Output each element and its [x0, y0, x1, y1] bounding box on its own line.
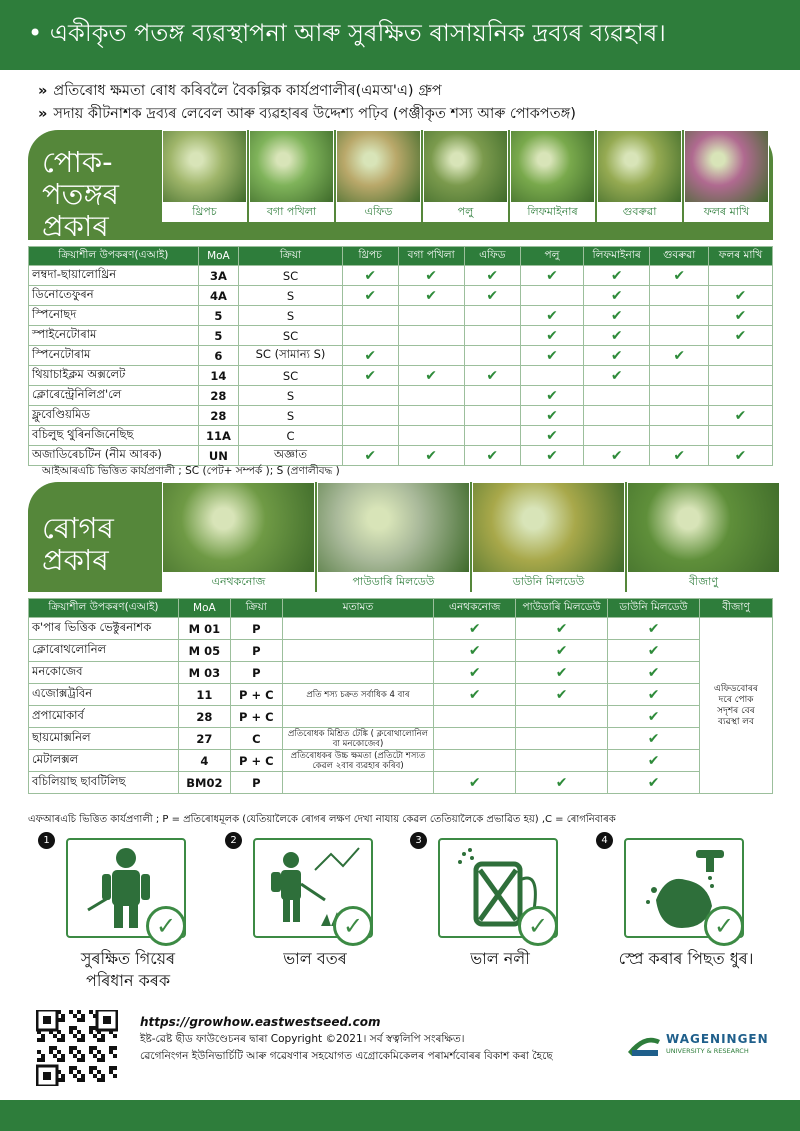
check-icon: ✔ [584, 446, 650, 466]
moa-value: 28 [178, 706, 230, 728]
moa-value: 4A [198, 286, 239, 306]
insect-photo [249, 130, 334, 222]
insect-photo-image [598, 131, 681, 202]
step-label: স্প্ৰে কৰাৰ পিছত ধুৰ। [618, 949, 754, 968]
disease-photo-image [628, 483, 779, 572]
intro-line-1: » প্ৰতিৰোধ ক্ষমতা ৰোধ কৰিবলৈ বৈকল্পিক কাৰ্যপ্ৰণালীৰ(এমঅ'এ) গ্ৰুপ [38, 83, 442, 99]
step-label: ভাল বতৰ [283, 949, 347, 968]
remark-cell [282, 662, 434, 684]
check-icon: ✔ [584, 346, 650, 366]
empty-cell [709, 366, 773, 386]
moa-value: 28 [198, 386, 239, 406]
column-header: ক্ৰিয়া [230, 599, 282, 618]
table-row [29, 426, 773, 446]
check-icon: ✔ [434, 772, 516, 794]
empty-cell [434, 728, 516, 750]
insect-chemical-table [28, 246, 773, 466]
empty-cell [650, 326, 709, 346]
empty-cell [464, 386, 520, 406]
insect-photo-image [424, 131, 507, 202]
check-icon: ✔ [464, 366, 520, 386]
empty-cell [342, 406, 398, 426]
protective-suit-icon [66, 838, 186, 938]
action-value: P + C [230, 684, 282, 706]
check-icon: ✔ [342, 266, 398, 286]
empty-cell [650, 426, 709, 446]
step-number: 4 [596, 832, 613, 849]
empty-cell [516, 706, 608, 728]
page-title: • একীকৃত পতঙ্গ ব্যৱস্থাপনা আৰু সুৰক্ষিত ৰাসায়নিক দ্ৰব্যৰ ব্যৱহাৰ। [0, 0, 800, 70]
action-value: S [239, 306, 343, 326]
table-row [29, 366, 773, 386]
empty-cell [650, 286, 709, 306]
action-value: SC [239, 326, 343, 346]
table-row [29, 662, 773, 684]
empty-cell [709, 386, 773, 406]
insects-band-title: পোক-পতঙ্গৰ প্ৰকাৰ [42, 145, 120, 243]
insect-photo [510, 130, 595, 222]
insect-photo [684, 130, 769, 222]
active-ingredient: মনকোজেব [29, 662, 179, 684]
active-ingredient: বচিলিয়াছ ছাবটিলিছ [29, 772, 179, 794]
insect-photo [423, 130, 508, 222]
active-ingredient: ক্লোৰেন্ট্ৰেনিলিপ্ৰ'লে [29, 386, 199, 406]
step-number: 2 [225, 832, 242, 849]
remark-cell [282, 640, 434, 662]
sprayer-weather-icon [253, 838, 373, 938]
table-row [29, 618, 773, 640]
remark-cell: প্ৰতিৰোধক মিশ্ৰিত টেঙ্কি ( ক্লৰোথালোনিল বা মনকোজেব) [282, 728, 434, 750]
column-header: ক্ৰিয়াশীল উপকৰণ(এআই) [29, 247, 199, 266]
check-icon: ✔ [709, 286, 773, 306]
empty-cell [584, 426, 650, 446]
insect-photo-label: থ্ৰিপচ [163, 202, 246, 221]
empty-cell [398, 326, 464, 346]
check-icon: ✔ [608, 772, 700, 794]
disease-photo-label: পাউডাৰি মিলডেউ [318, 572, 469, 591]
moa-value: 11 [178, 684, 230, 706]
step-number: 3 [410, 832, 427, 849]
empty-cell [650, 306, 709, 326]
action-value: S [239, 286, 343, 306]
action-value: SC [239, 266, 343, 286]
active-ingredient: বচিলুছ থুৰিনজিনেছিছ [29, 426, 199, 446]
column-header: ডাউনি মিলডেউ [608, 599, 700, 618]
moa-value: 6 [198, 346, 239, 366]
check-icon: ✔ [434, 684, 516, 706]
disease-photo-image [318, 483, 469, 572]
check-icon: ✔ [520, 446, 583, 466]
insect-photo-label: লিফমাইনাৰ [511, 202, 594, 221]
insect-photo-label: এফিড [337, 202, 420, 221]
empty-cell [709, 346, 773, 366]
check-badge-icon: ✓ [704, 906, 744, 946]
empty-cell [398, 306, 464, 326]
check-icon: ✔ [464, 446, 520, 466]
check-badge-icon: ✓ [146, 906, 186, 946]
disease-photo [317, 482, 470, 592]
check-icon: ✔ [516, 772, 608, 794]
insects-band [28, 130, 773, 243]
step-label: সুৰক্ষিত গিয়েৰ পৰিধান কৰক [80, 949, 176, 990]
check-icon: ✔ [520, 386, 583, 406]
empty-cell [520, 286, 583, 306]
active-ingredient: স্পিনেটোৰাম [29, 346, 199, 366]
empty-cell [464, 426, 520, 446]
hand-wash-icon [624, 838, 744, 938]
action-value: P [230, 640, 282, 662]
active-ingredient: স্পাইনেটোৰাম [29, 326, 199, 346]
empty-cell [464, 306, 520, 326]
qr-code [36, 1010, 118, 1086]
check-icon: ✔ [650, 446, 709, 466]
column-header: এনথকনোজ [434, 599, 516, 618]
insect-photo [336, 130, 421, 222]
remark-cell [282, 618, 434, 640]
check-icon: ✔ [342, 286, 398, 306]
check-icon: ✔ [434, 618, 516, 640]
diseases-band-title: ৰোগৰ প্ৰকাৰ [42, 511, 114, 577]
action-value: P [230, 772, 282, 794]
empty-cell [709, 266, 773, 286]
empty-cell [520, 366, 583, 386]
wageningen-logo: WAGENINGEN UNIVERSITY & RESEARCH [626, 1030, 776, 1060]
active-ingredient: অজাডিৰেচটিন (নীম আৰক) [29, 446, 199, 466]
table-row [29, 266, 773, 286]
column-header: MoA [198, 247, 239, 266]
insect-table-note: আইআৰএচি ভিত্তিত কাৰ্যপ্ৰণালী ; SC (পেট+ সম্পৰ্ক ); S (প্ৰণালীবদ্ধ ) [42, 465, 340, 477]
empty-cell [584, 386, 650, 406]
check-icon: ✔ [520, 266, 583, 286]
action-value: C [239, 426, 343, 446]
action-value: P + C [230, 750, 282, 772]
column-header: এফিড [464, 247, 520, 266]
insect-photo-image [511, 131, 594, 202]
empty-cell [398, 406, 464, 426]
disease-photo [627, 482, 780, 592]
table-row [29, 386, 773, 406]
check-icon: ✔ [520, 306, 583, 326]
active-ingredient: ক্লোৰোথলোনিল [29, 640, 179, 662]
check-icon: ✔ [608, 706, 700, 728]
action-value: C [230, 728, 282, 750]
diseases-band [28, 482, 773, 592]
disease-chemical-table [28, 598, 773, 794]
footer-text [140, 1014, 560, 1065]
empty-cell [398, 386, 464, 406]
empty-cell [398, 426, 464, 446]
intro-notes [38, 80, 778, 126]
column-header: ক্ৰিয়াশীল উপকৰণ(এআই) [29, 599, 179, 618]
check-icon: ✔ [709, 406, 773, 426]
step-label: ভাল নলী [470, 949, 530, 968]
moa-value: 5 [198, 326, 239, 346]
disease-photo-label: ডাউনি মিলডেউ [473, 572, 624, 591]
column-header: ক্ৰিয়া [239, 247, 343, 266]
remark-cell [282, 706, 434, 728]
action-value: অজ্ঞাত [239, 446, 343, 466]
table-row [29, 684, 773, 706]
empty-cell [464, 326, 520, 346]
empty-cell [342, 426, 398, 446]
column-header: মতামত [282, 599, 434, 618]
check-icon: ✔ [584, 366, 650, 386]
action-value: S [239, 406, 343, 426]
moa-value: M 05 [178, 640, 230, 662]
column-header: বীজাণু [700, 599, 773, 618]
check-icon: ✔ [464, 286, 520, 306]
empty-cell [464, 346, 520, 366]
disease-photo-label: এনথকনোজ [163, 572, 314, 591]
moa-value: M 03 [178, 662, 230, 684]
empty-cell [516, 750, 608, 772]
active-ingredient: ফ্লুবেণ্ডিয়মিড [29, 406, 199, 426]
moa-value: 5 [198, 306, 239, 326]
table-row [29, 706, 773, 728]
check-icon: ✔ [584, 266, 650, 286]
table-row [29, 728, 773, 750]
check-icon: ✔ [709, 326, 773, 346]
table-row [29, 306, 773, 326]
empty-cell [709, 426, 773, 446]
action-value: P [230, 618, 282, 640]
moa-value: 28 [198, 406, 239, 426]
disease-photo-image [473, 483, 624, 572]
active-ingredient: এজোক্সট্ৰবিন [29, 684, 179, 706]
check-icon: ✔ [398, 446, 464, 466]
column-header: ফলৰ মাখি [709, 247, 773, 266]
check-icon: ✔ [516, 618, 608, 640]
check-icon: ✔ [709, 446, 773, 466]
check-badge-icon: ✓ [333, 906, 373, 946]
action-value: SC (সামান্য S) [239, 346, 343, 366]
column-header: পলু [520, 247, 583, 266]
check-icon: ✔ [709, 306, 773, 326]
action-value: S [239, 386, 343, 406]
check-icon: ✔ [520, 406, 583, 426]
empty-cell [584, 406, 650, 426]
remark-cell [282, 772, 434, 794]
table-row [29, 640, 773, 662]
check-icon: ✔ [516, 684, 608, 706]
column-header: পাউডাৰি মিলডেউ [516, 599, 608, 618]
nozzle-tank-icon [438, 838, 558, 938]
step-number: 1 [38, 832, 55, 849]
check-icon: ✔ [520, 426, 583, 446]
column-header: থ্ৰিপচ [342, 247, 398, 266]
moa-value: 27 [178, 728, 230, 750]
check-icon: ✔ [608, 662, 700, 684]
table-row [29, 286, 773, 306]
action-value: SC [239, 366, 343, 386]
check-icon: ✔ [520, 326, 583, 346]
empty-cell [342, 386, 398, 406]
check-icon: ✔ [608, 750, 700, 772]
check-icon: ✔ [608, 728, 700, 750]
moa-value: UN [198, 446, 239, 466]
table-row [29, 406, 773, 426]
column-header: লিফমাইনাৰ [584, 247, 650, 266]
table-row [29, 750, 773, 772]
table-row [29, 446, 773, 466]
active-ingredient: স্পিনোছদ [29, 306, 199, 326]
check-icon: ✔ [434, 640, 516, 662]
disease-photo [472, 482, 625, 592]
insect-photo-image [337, 131, 420, 202]
empty-cell [516, 728, 608, 750]
active-ingredient: ডিনোতেফুৰন [29, 286, 199, 306]
check-icon: ✔ [464, 266, 520, 286]
check-icon: ✔ [650, 266, 709, 286]
active-ingredient: মেটালক্সল [29, 750, 179, 772]
active-ingredient: ছায়মোক্সনিল [29, 728, 179, 750]
disease-table-note: এফআৰএচি ভিত্তিত কাৰ্যপ্ৰণালী ; P = প্ৰতিৰোধমূলক (যেতিয়ালৈকে ৰোগৰ লক্ষণ দেখা নাযায় কেৱল তেতিয়ালৈকে প্ৰভাৱিত হয়) ,C = ৰোগনিবাৰক [28, 814, 616, 825]
empty-cell [398, 346, 464, 366]
table-row [29, 346, 773, 366]
active-ingredient: থিয়াচাইক্লম অক্সলেট [29, 366, 199, 386]
empty-cell [650, 406, 709, 426]
moa-value: BM02 [178, 772, 230, 794]
check-icon: ✔ [398, 286, 464, 306]
insect-photo-label: গুবৰুৱা [598, 202, 681, 221]
moa-value: 4 [178, 750, 230, 772]
safety-steps [0, 832, 800, 1002]
check-icon: ✔ [650, 346, 709, 366]
moa-value: 3A [198, 266, 239, 286]
check-icon: ✔ [434, 662, 516, 684]
insect-photo [162, 130, 247, 222]
insect-photo [597, 130, 682, 222]
active-ingredient: প্ৰপামোকাৰ্ব [29, 706, 179, 728]
moa-value: M 01 [178, 618, 230, 640]
action-value: P [230, 662, 282, 684]
disease-photo-image [163, 483, 314, 572]
insect-photo-label: বগা পখিলা [250, 202, 333, 221]
active-ingredient: লম্বদা-ছায়ালোথ্ৰিন [29, 266, 199, 286]
moa-value: 14 [198, 366, 239, 386]
check-icon: ✔ [516, 662, 608, 684]
empty-cell [342, 326, 398, 346]
remark-cell: প্ৰতিৰোধকৰ উচ্চ ক্ষমতা (প্ৰতিটো শস্যত কেৱল ২বাৰ ব্যৱহাৰ কৰিব) [282, 750, 434, 772]
check-icon: ✔ [342, 446, 398, 466]
moa-value: 11A [198, 426, 239, 446]
intro-line-2: » সদায় কীটনাশক দ্ৰব্যৰ লেবেল আৰু ব্যৱহাৰৰ উদ্দেশ্য পঢ়িব (পঞ্জীকৃত শস্য আৰু পোকপতঙ্গ) [38, 106, 576, 122]
copyright-text: ইষ্ট-ৱেষ্ট ছীড ফাউণ্ডেচনৰ দ্বাৰা Copyright ©2021। সৰ্ব স্বত্বলিপি সংৰক্ষিত। [140, 1033, 465, 1045]
column-header: গুবৰুৱা [650, 247, 709, 266]
check-icon: ✔ [584, 286, 650, 306]
column-header: বগা পখিলা [398, 247, 464, 266]
column-header: MoA [178, 599, 230, 618]
table-row [29, 326, 773, 346]
check-icon: ✔ [342, 366, 398, 386]
check-icon: ✔ [516, 640, 608, 662]
footer-bar [0, 1100, 800, 1131]
bacteria-note: এফিডবোৰৰ দৰে পোক সদৃশৰ বেৰ ব্যৱস্থা লব [700, 618, 773, 794]
remark-cell: প্ৰতি শস্য চক্ৰত সৰ্বাধিক 4 বাৰ [282, 684, 434, 706]
table-row [29, 772, 773, 794]
check-icon: ✔ [584, 306, 650, 326]
disease-photo [162, 482, 315, 592]
check-icon: ✔ [398, 366, 464, 386]
insect-photo-image [250, 131, 333, 202]
check-icon: ✔ [520, 346, 583, 366]
empty-cell [650, 386, 709, 406]
check-icon: ✔ [608, 684, 700, 706]
check-badge-icon: ✓ [518, 906, 558, 946]
empty-cell [342, 306, 398, 326]
insect-photo-label: ফলৰ মাখি [685, 202, 768, 221]
disease-photo-label: বীজাণু [628, 572, 779, 591]
check-icon: ✔ [608, 640, 700, 662]
collaboration-text: ৱেগেনিংগন ইউনিভাৰ্চিটি আৰু গৱেষণাৰ সহযোগত এগ্ৰোকেমিকেলৰ পৰামৰ্শবোৰৰ বিকাশ কৰা হৈছে [140, 1050, 553, 1062]
check-icon: ✔ [608, 618, 700, 640]
empty-cell [434, 706, 516, 728]
site-link[interactable]: https://growhow.eastwestseed.com [140, 1015, 381, 1029]
check-icon: ✔ [398, 266, 464, 286]
insect-photo-label: পলু [424, 202, 507, 221]
check-icon: ✔ [584, 326, 650, 346]
insect-photo-image [163, 131, 246, 202]
empty-cell [464, 406, 520, 426]
empty-cell [650, 366, 709, 386]
active-ingredient: ক'পাৰ ভিত্তিক ভেক্টুৰনাশক [29, 618, 179, 640]
empty-cell [434, 750, 516, 772]
insect-photo-image [685, 131, 768, 202]
check-icon: ✔ [342, 346, 398, 366]
action-value: P + C [230, 706, 282, 728]
